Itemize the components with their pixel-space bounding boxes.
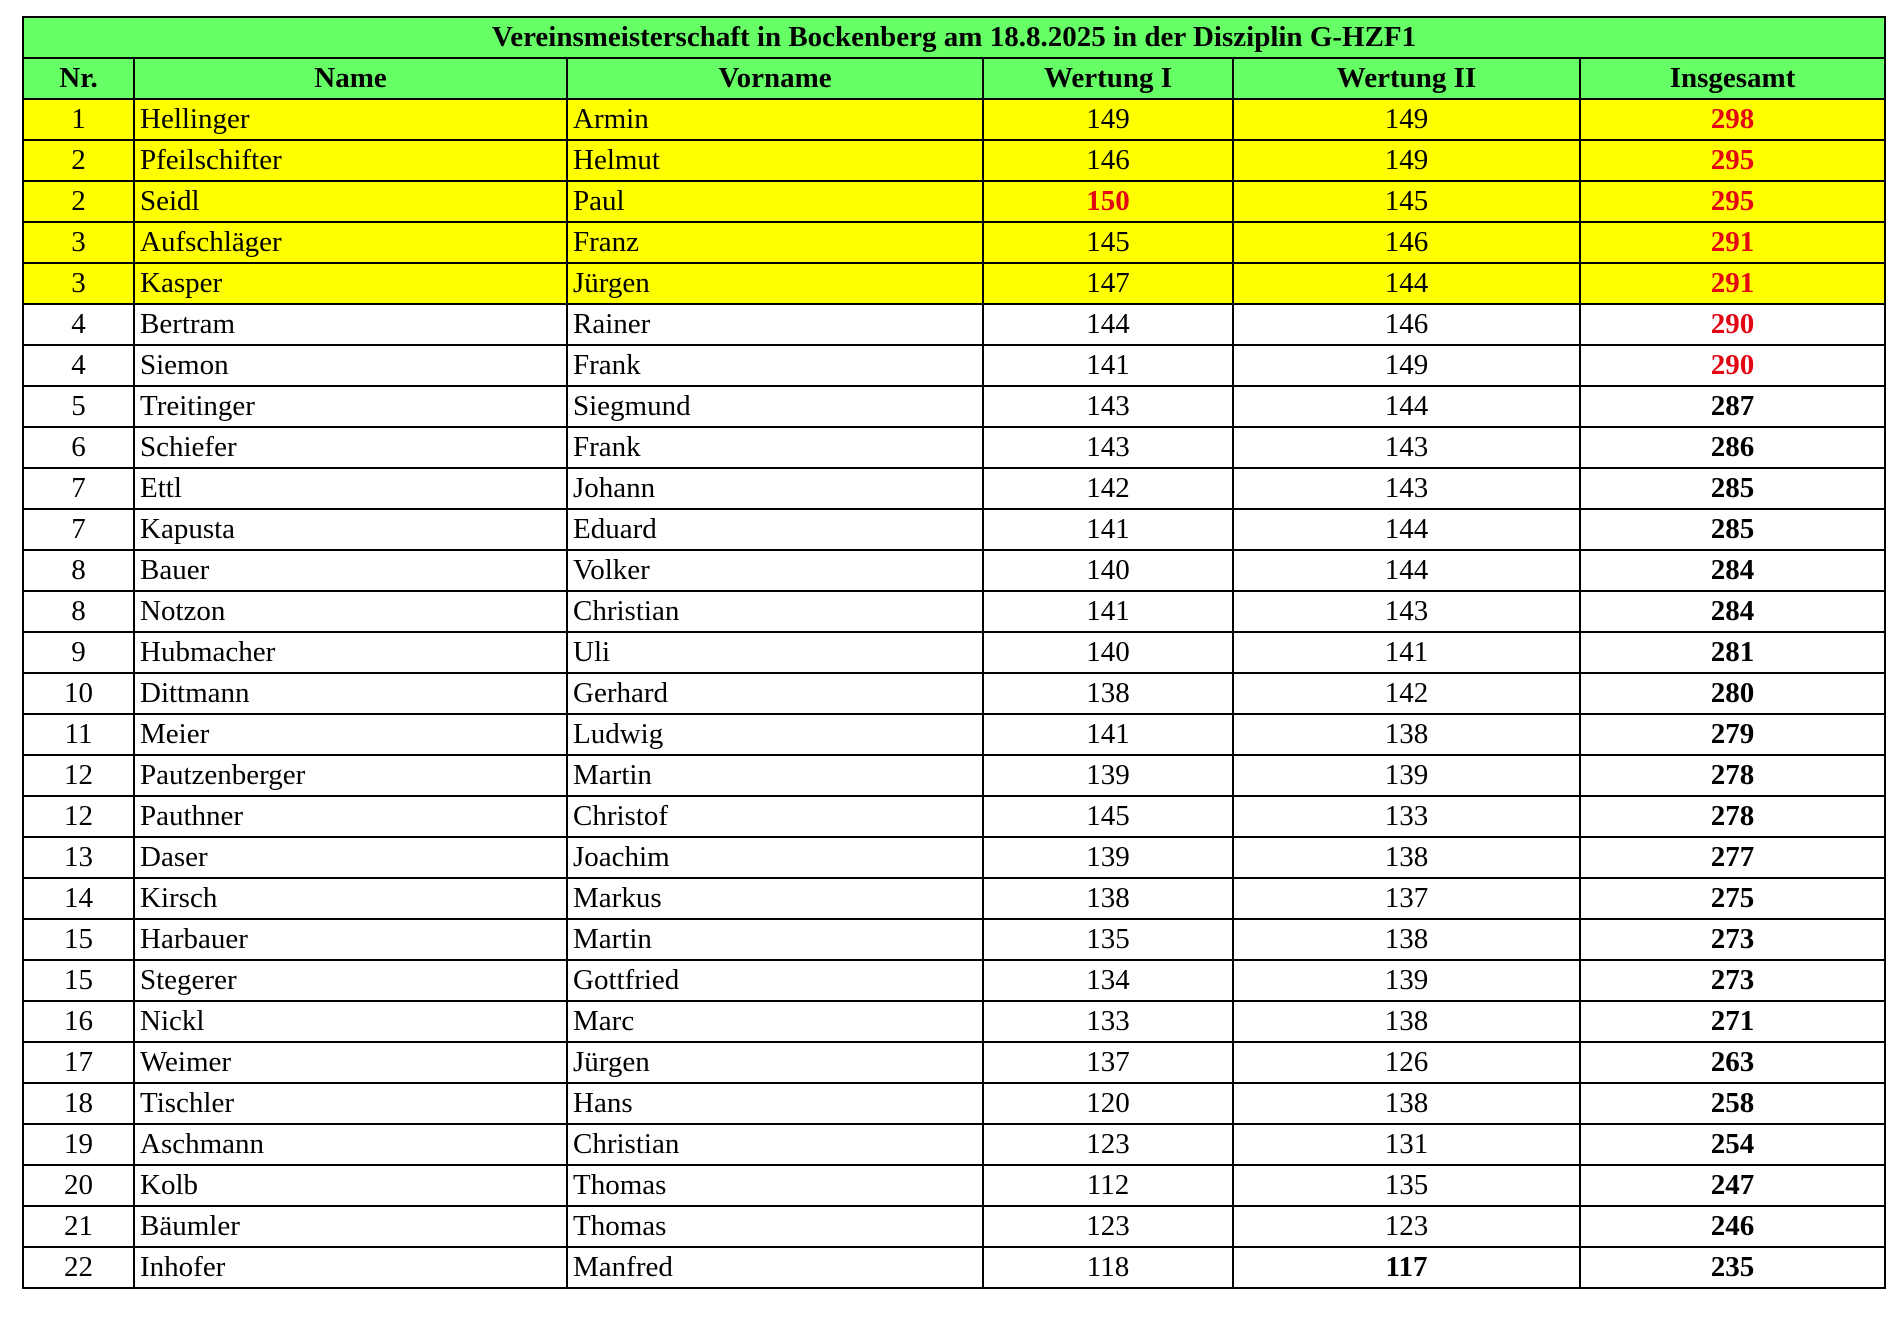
cell-wertung-1: 123 [983, 1124, 1233, 1165]
table-row [23, 1083, 1885, 1124]
cell-wertung-1: 112 [983, 1165, 1233, 1206]
cell-wertung-1: 147 [983, 263, 1233, 304]
cell-wertung-2: 135 [1233, 1165, 1580, 1206]
cell-name: Dittmann [134, 673, 567, 714]
cell-nr: 15 [23, 919, 134, 960]
cell-wertung-1: 139 [983, 837, 1233, 878]
cell-wertung-2: 144 [1233, 550, 1580, 591]
cell-name: Ettl [134, 468, 567, 509]
cell-name: Pfeilschifter [134, 140, 567, 181]
cell-name: Inhofer [134, 1247, 567, 1288]
cell-wertung-2: 138 [1233, 714, 1580, 755]
cell-name: Hubmacher [134, 632, 567, 673]
cell-wertung-2: 138 [1233, 1083, 1580, 1124]
cell-wertung-2: 144 [1233, 509, 1580, 550]
cell-wertung-1: 138 [983, 878, 1233, 919]
cell-wertung-1: 149 [983, 99, 1233, 140]
cell-vorname: Thomas [567, 1206, 983, 1247]
cell-vorname: Helmut [567, 140, 983, 181]
cell-insgesamt: 285 [1580, 468, 1885, 509]
cell-wertung-1: 141 [983, 345, 1233, 386]
cell-vorname: Uli [567, 632, 983, 673]
cell-insgesamt: 275 [1580, 878, 1885, 919]
cell-wertung-2: 137 [1233, 878, 1580, 919]
table-row [23, 591, 1885, 632]
cell-wertung-1: 133 [983, 1001, 1233, 1042]
cell-insgesamt: 278 [1580, 796, 1885, 837]
cell-insgesamt: 298 [1580, 99, 1885, 140]
cell-nr: 18 [23, 1083, 134, 1124]
table-row [23, 509, 1885, 550]
table-row [23, 304, 1885, 345]
cell-wertung-2: 142 [1233, 673, 1580, 714]
cell-name: Stegerer [134, 960, 567, 1001]
table-row [23, 960, 1885, 1001]
table-row [23, 919, 1885, 960]
cell-wertung-2: 143 [1233, 427, 1580, 468]
table-row [23, 1247, 1885, 1288]
cell-wertung-2: 141 [1233, 632, 1580, 673]
table-row [23, 427, 1885, 468]
cell-name: Harbauer [134, 919, 567, 960]
cell-nr: 22 [23, 1247, 134, 1288]
cell-nr: 5 [23, 386, 134, 427]
cell-wertung-2: 117 [1233, 1247, 1580, 1288]
header-row [23, 58, 1885, 99]
cell-insgesamt: 284 [1580, 591, 1885, 632]
cell-wertung-1: 145 [983, 796, 1233, 837]
cell-wertung-1: 143 [983, 386, 1233, 427]
cell-vorname: Rainer [567, 304, 983, 345]
cell-insgesamt: 254 [1580, 1124, 1885, 1165]
cell-nr: 15 [23, 960, 134, 1001]
cell-insgesamt: 290 [1580, 345, 1885, 386]
cell-name: Kolb [134, 1165, 567, 1206]
cell-nr: 2 [23, 140, 134, 181]
results-table [22, 16, 1886, 1289]
cell-insgesamt: 295 [1580, 140, 1885, 181]
table-row [23, 1206, 1885, 1247]
column-header-vorname: Vorname [567, 58, 983, 99]
cell-name: Aschmann [134, 1124, 567, 1165]
cell-nr: 3 [23, 222, 134, 263]
cell-wertung-1: 120 [983, 1083, 1233, 1124]
cell-name: Weimer [134, 1042, 567, 1083]
cell-vorname: Johann [567, 468, 983, 509]
cell-name: Bäumler [134, 1206, 567, 1247]
cell-vorname: Thomas [567, 1165, 983, 1206]
cell-insgesamt: 277 [1580, 837, 1885, 878]
cell-insgesamt: 258 [1580, 1083, 1885, 1124]
cell-wertung-2: 133 [1233, 796, 1580, 837]
cell-insgesamt: 280 [1580, 673, 1885, 714]
cell-wertung-2: 146 [1233, 222, 1580, 263]
cell-name: Hellinger [134, 99, 567, 140]
table-title: Vereinsmeisterschaft in Bockenberg am 18.8.2025 in der Disziplin G-HZF1 [23, 17, 1885, 58]
cell-insgesamt: 273 [1580, 919, 1885, 960]
cell-nr: 13 [23, 837, 134, 878]
cell-insgesamt: 287 [1580, 386, 1885, 427]
cell-wertung-1: 139 [983, 755, 1233, 796]
cell-wertung-1: 135 [983, 919, 1233, 960]
cell-vorname: Armin [567, 99, 983, 140]
cell-wertung-2: 123 [1233, 1206, 1580, 1247]
cell-insgesamt: 235 [1580, 1247, 1885, 1288]
cell-nr: 8 [23, 550, 134, 591]
cell-wertung-2: 145 [1233, 181, 1580, 222]
cell-nr: 8 [23, 591, 134, 632]
cell-nr: 4 [23, 304, 134, 345]
cell-wertung-1: 123 [983, 1206, 1233, 1247]
cell-vorname: Markus [567, 878, 983, 919]
cell-wertung-2: 139 [1233, 960, 1580, 1001]
cell-name: Nickl [134, 1001, 567, 1042]
cell-wertung-2: 149 [1233, 140, 1580, 181]
cell-wertung-1: 141 [983, 509, 1233, 550]
table-row [23, 1001, 1885, 1042]
cell-wertung-1: 138 [983, 673, 1233, 714]
table-row [23, 140, 1885, 181]
table-row [23, 181, 1885, 222]
table-row [23, 755, 1885, 796]
cell-wertung-2: 126 [1233, 1042, 1580, 1083]
cell-vorname: Ludwig [567, 714, 983, 755]
cell-wertung-2: 138 [1233, 1001, 1580, 1042]
column-header-name: Name [134, 58, 567, 99]
cell-nr: 21 [23, 1206, 134, 1247]
cell-insgesamt: 278 [1580, 755, 1885, 796]
cell-insgesamt: 247 [1580, 1165, 1885, 1206]
cell-vorname: Volker [567, 550, 983, 591]
table-row [23, 386, 1885, 427]
cell-name: Schiefer [134, 427, 567, 468]
cell-nr: 12 [23, 755, 134, 796]
cell-wertung-1: 146 [983, 140, 1233, 181]
cell-insgesamt: 290 [1580, 304, 1885, 345]
cell-name: Meier [134, 714, 567, 755]
cell-wertung-2: 143 [1233, 591, 1580, 632]
cell-vorname: Eduard [567, 509, 983, 550]
column-header-wertung-1: Wertung I [983, 58, 1233, 99]
cell-wertung-1: 143 [983, 427, 1233, 468]
cell-insgesamt: 263 [1580, 1042, 1885, 1083]
cell-wertung-2: 143 [1233, 468, 1580, 509]
table-row [23, 796, 1885, 837]
cell-wertung-2: 139 [1233, 755, 1580, 796]
cell-vorname: Jürgen [567, 1042, 983, 1083]
cell-nr: 7 [23, 509, 134, 550]
cell-vorname: Marc [567, 1001, 983, 1042]
results-body [23, 99, 1885, 1288]
cell-vorname: Joachim [567, 837, 983, 878]
cell-insgesamt: 295 [1580, 181, 1885, 222]
cell-wertung-1: 134 [983, 960, 1233, 1001]
cell-nr: 7 [23, 468, 134, 509]
table-row [23, 222, 1885, 263]
cell-vorname: Franz [567, 222, 983, 263]
cell-nr: 3 [23, 263, 134, 304]
table-row [23, 837, 1885, 878]
cell-nr: 10 [23, 673, 134, 714]
cell-wertung-2: 149 [1233, 345, 1580, 386]
cell-nr: 6 [23, 427, 134, 468]
cell-nr: 9 [23, 632, 134, 673]
cell-wertung-2: 144 [1233, 386, 1580, 427]
cell-wertung-1: 142 [983, 468, 1233, 509]
cell-name: Kasper [134, 263, 567, 304]
column-header-wertung-2: Wertung II [1233, 58, 1580, 99]
column-header-nr: Nr. [23, 58, 134, 99]
cell-vorname: Jürgen [567, 263, 983, 304]
cell-name: Siemon [134, 345, 567, 386]
cell-insgesamt: 284 [1580, 550, 1885, 591]
cell-nr: 1 [23, 99, 134, 140]
table-row [23, 345, 1885, 386]
cell-nr: 2 [23, 181, 134, 222]
table-row [23, 673, 1885, 714]
cell-wertung-2: 138 [1233, 919, 1580, 960]
cell-name: Kirsch [134, 878, 567, 919]
cell-wertung-1: 150 [983, 181, 1233, 222]
table-row [23, 1124, 1885, 1165]
cell-name: Notzon [134, 591, 567, 632]
cell-nr: 17 [23, 1042, 134, 1083]
cell-name: Bertram [134, 304, 567, 345]
cell-name: Pauthner [134, 796, 567, 837]
cell-insgesamt: 285 [1580, 509, 1885, 550]
cell-name: Bauer [134, 550, 567, 591]
cell-wertung-1: 140 [983, 632, 1233, 673]
cell-vorname: Christian [567, 591, 983, 632]
cell-nr: 20 [23, 1165, 134, 1206]
table-row [23, 263, 1885, 304]
cell-insgesamt: 291 [1580, 222, 1885, 263]
cell-vorname: Christian [567, 1124, 983, 1165]
cell-wertung-1: 145 [983, 222, 1233, 263]
cell-insgesamt: 271 [1580, 1001, 1885, 1042]
cell-nr: 12 [23, 796, 134, 837]
cell-name: Tischler [134, 1083, 567, 1124]
cell-insgesamt: 281 [1580, 632, 1885, 673]
cell-wertung-2: 138 [1233, 837, 1580, 878]
cell-vorname: Siegmund [567, 386, 983, 427]
cell-name: Seidl [134, 181, 567, 222]
table-row [23, 878, 1885, 919]
table-row [23, 468, 1885, 509]
cell-vorname: Frank [567, 345, 983, 386]
cell-wertung-2: 144 [1233, 263, 1580, 304]
table-row [23, 99, 1885, 140]
cell-name: Aufschläger [134, 222, 567, 263]
cell-vorname: Frank [567, 427, 983, 468]
table-row [23, 632, 1885, 673]
cell-wertung-2: 146 [1233, 304, 1580, 345]
table-row [23, 1165, 1885, 1206]
cell-wertung-1: 137 [983, 1042, 1233, 1083]
cell-insgesamt: 286 [1580, 427, 1885, 468]
cell-vorname: Martin [567, 919, 983, 960]
cell-wertung-2: 149 [1233, 99, 1580, 140]
column-header-insgesamt: Insgesamt [1580, 58, 1885, 99]
cell-wertung-1: 140 [983, 550, 1233, 591]
cell-insgesamt: 291 [1580, 263, 1885, 304]
cell-vorname: Martin [567, 755, 983, 796]
cell-insgesamt: 279 [1580, 714, 1885, 755]
cell-wertung-1: 144 [983, 304, 1233, 345]
table-row [23, 550, 1885, 591]
cell-name: Treitinger [134, 386, 567, 427]
cell-wertung-1: 141 [983, 714, 1233, 755]
cell-insgesamt: 246 [1580, 1206, 1885, 1247]
cell-vorname: Gottfried [567, 960, 983, 1001]
table-row [23, 714, 1885, 755]
cell-wertung-2: 131 [1233, 1124, 1580, 1165]
table-row [23, 1042, 1885, 1083]
cell-wertung-1: 118 [983, 1247, 1233, 1288]
cell-name: Daser [134, 837, 567, 878]
cell-nr: 4 [23, 345, 134, 386]
cell-name: Kapusta [134, 509, 567, 550]
cell-wertung-1: 141 [983, 591, 1233, 632]
cell-vorname: Gerhard [567, 673, 983, 714]
title-row [23, 17, 1885, 58]
cell-name: Pautzenberger [134, 755, 567, 796]
cell-insgesamt: 273 [1580, 960, 1885, 1001]
cell-nr: 14 [23, 878, 134, 919]
cell-vorname: Christof [567, 796, 983, 837]
cell-nr: 11 [23, 714, 134, 755]
cell-vorname: Paul [567, 181, 983, 222]
cell-nr: 19 [23, 1124, 134, 1165]
cell-nr: 16 [23, 1001, 134, 1042]
cell-vorname: Manfred [567, 1247, 983, 1288]
cell-vorname: Hans [567, 1083, 983, 1124]
